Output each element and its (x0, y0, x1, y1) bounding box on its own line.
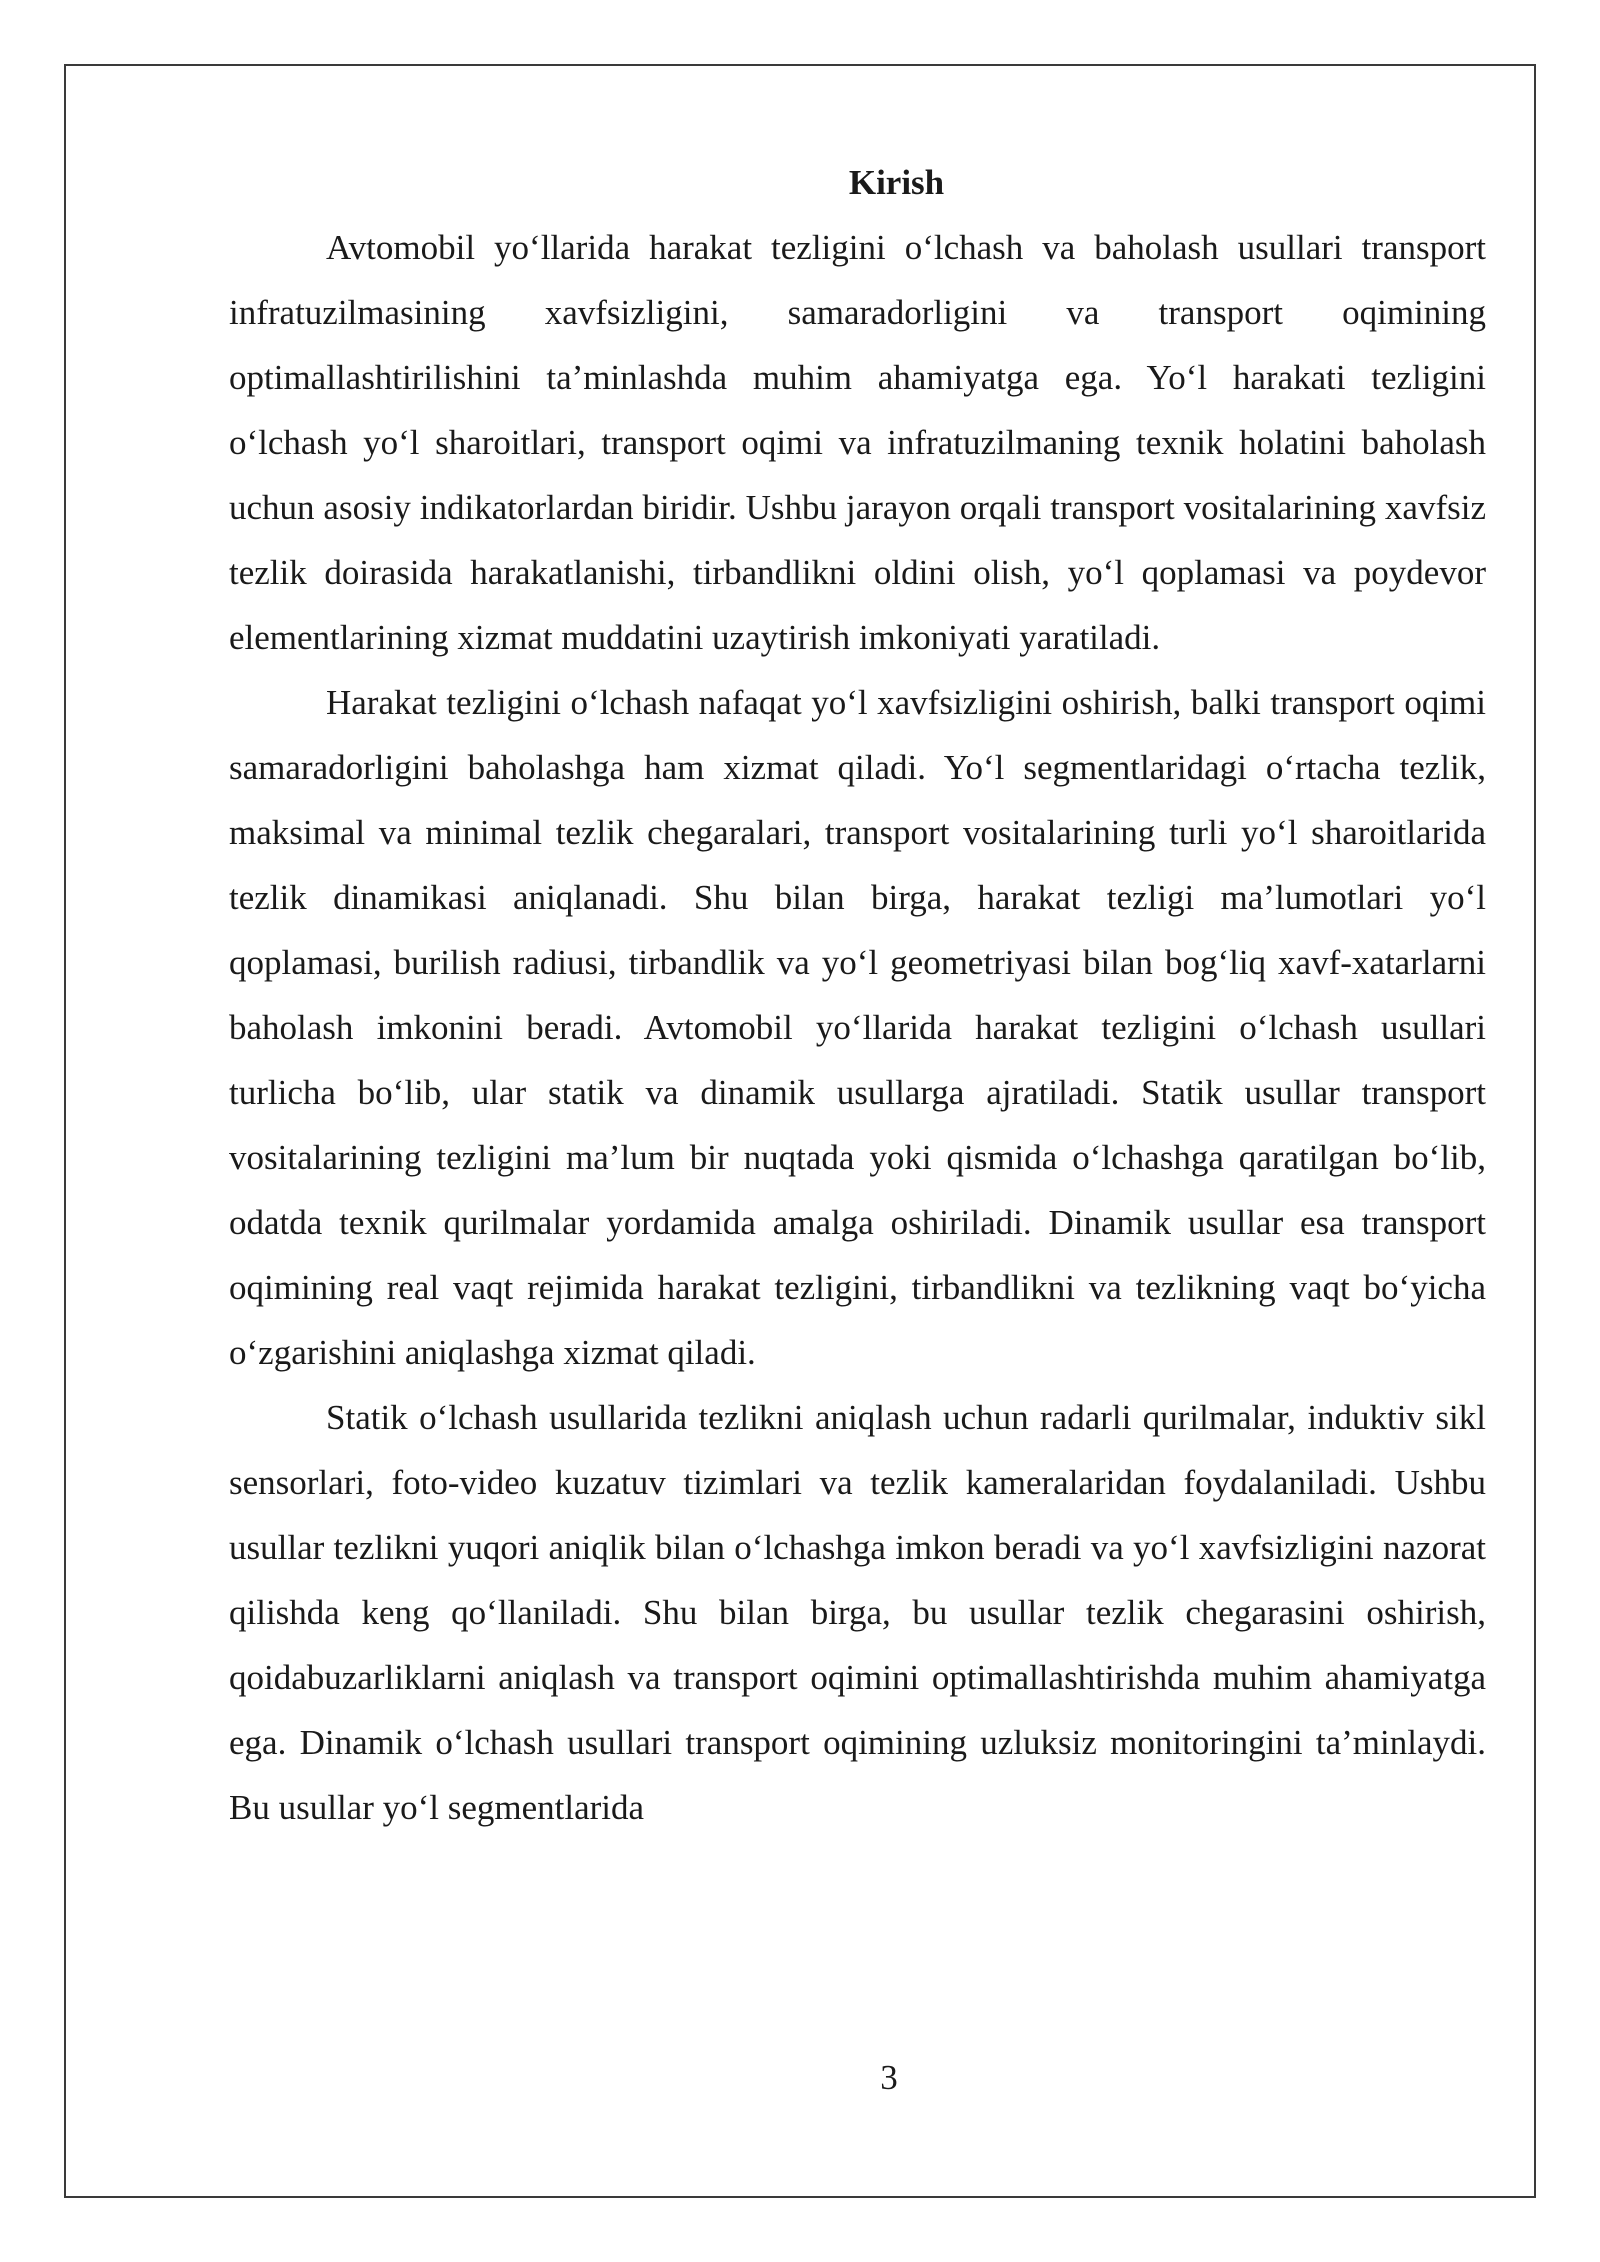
document-body (229, 150, 1486, 1840)
paragraph-1: Avtomobil yo‘llarida harakat tezligini o‘lchash va baholash usullari transport infratuzilmasining xavfsizligini, samaradorligini va transport oqimining optimallashtirilishini ta’minlashda muhim ahamiyatga ega. Yo‘l harakati tezligini o‘lchash yo‘l sharoitlari, transport oqimi va infratuzilmaning texnik holatini baholash uchun asosiy indikatorlardan biridir. Ushbu jarayon orqali transport vositalarining xavfsiz tezlik doirasida harakatlanishi, tirbandlikni oldini olish, yo‘l qoplamasi va poydevor elementlarining xizmat muddatini uzaytirish imkoniyati yaratiladi. (229, 228, 1486, 657)
section-title: Kirish (848, 163, 945, 202)
page-number: 3 (880, 2058, 898, 2097)
paragraph-2: Harakat tezligini o‘lchash nafaqat yo‘l xavfsizligini oshirish, balki transport oqimi samaradorligini baholashga ham xizmat qiladi. Yo‘l segmentlaridagi o‘rtacha tezlik, maksimal va minimal tezlik chegaralari, transport vositalarining turli yo‘l sharoitlarida tezlik dinamikasi aniqlanadi. Shu bilan birga, harakat tezligi ma’lumotlari yo‘l qoplamasi, burilish radiusi, tirbandlik va yo‘l geometriyasi bilan bog‘liq xavf-xatarlarni baholash imkonini beradi. Avtomobil yo‘llarida harakat tezligini o‘lchash usullari turlicha bo‘lib, ular statik va dinamik usullarga ajratiladi. Statik usullar transport vositalarining tezligini ma’lum bir nuqtada yoki qismida o‘lchashga qaratilgan bo‘lib, odatda texnik qurilmalar yordamida amalga oshiriladi. Dinamik usullar esa transport oqimining real vaqt rejimida harakat tezligini, tirbandlikni va tezlikning vaqt bo‘yicha o‘zgarishini aniqlashga xizmat qiladi. (229, 683, 1486, 1372)
paragraph-3: Statik o‘lchash usullarida tezlikni aniqlash uchun radarli qurilmalar, induktiv sikl sensorlari, foto-video kuzatuv tizimlari va tezlik kameralaridan foydalaniladi. Ushbu usullar tezlikni yuqori aniqlik bilan o‘lchashga imkon beradi va yo‘l xavfsizligini nazorat qilishda keng qo‘llaniladi. Shu bilan birga, bu usullar tezlik chegarasini oshirish, qoidabuzarliklarni aniqlash va transport oqimini optimallashtirishda muhim ahamiyatga ega. Dinamik o‘lchash usullari transport oqimining uzluksiz monitoringini ta’minlaydi. Bu usullar yo‘l segmentlarida (229, 1398, 1486, 1827)
